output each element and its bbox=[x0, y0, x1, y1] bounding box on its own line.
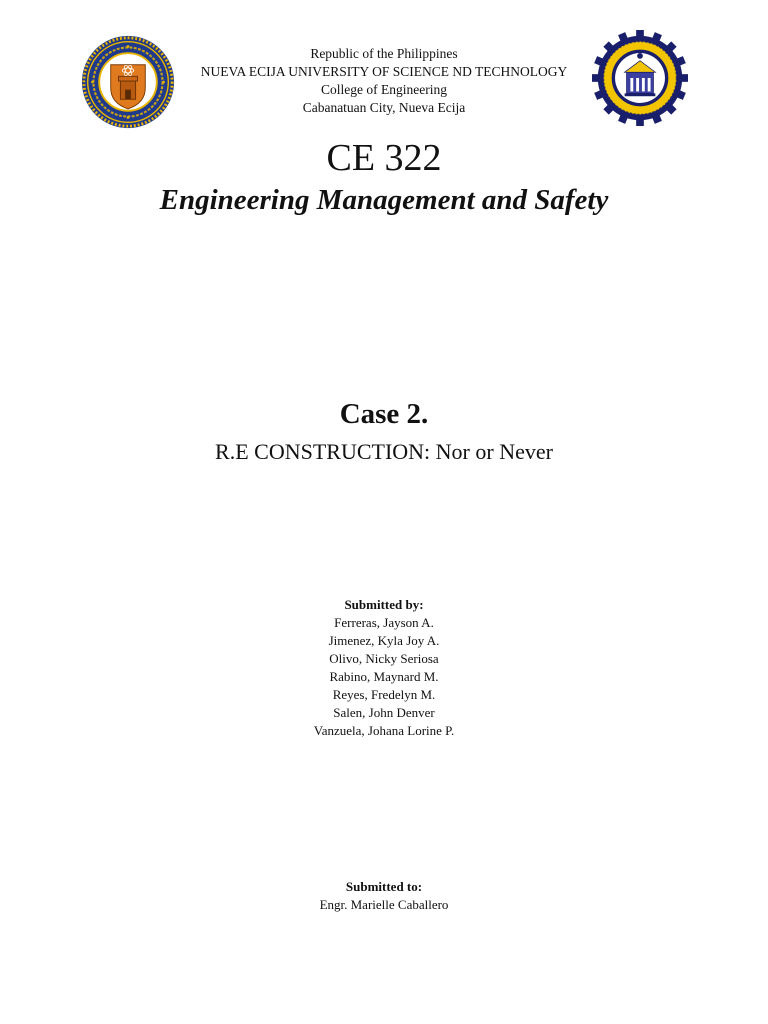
submitted-by-section bbox=[0, 596, 768, 740]
member-list bbox=[0, 614, 768, 740]
member-name: Vanzuela, Johana Lorine P. bbox=[313, 723, 455, 738]
course-title: Engineering Management and Safety bbox=[159, 184, 609, 216]
college-name: College of Engineering bbox=[321, 82, 447, 97]
member-name: Olivo, Nicky Seriosa bbox=[329, 651, 439, 666]
submitted-by-label: Submitted by: bbox=[344, 597, 424, 612]
university-location: Cabanatuan City, Nueva Ecija bbox=[302, 100, 466, 115]
member-name: Jimenez, Kyla Joy A. bbox=[328, 633, 440, 648]
submitted-to-section bbox=[0, 878, 768, 914]
institution-header bbox=[160, 45, 608, 117]
member-name: Rabino, Maynard M. bbox=[329, 669, 439, 684]
submitted-to-label: Submitted to: bbox=[345, 879, 423, 894]
instructor-name: Engr. Marielle Caballero bbox=[319, 897, 449, 912]
member-name: Ferreras, Jayson A. bbox=[334, 615, 434, 630]
case-title: Case 2. bbox=[339, 398, 429, 430]
university-name: NUEVA ECIJA UNIVERSITY OF SCIENCE ND TECHNOLOGY bbox=[200, 64, 568, 79]
case-subtitle: R.E CONSTRUCTION: Nor or Never bbox=[215, 439, 553, 464]
member-name: Reyes, Fredelyn M. bbox=[332, 687, 436, 702]
course-code: CE 322 bbox=[326, 137, 442, 179]
republic-line: Republic of the Philippines bbox=[310, 46, 458, 61]
member-name: Salen, John Denver bbox=[333, 705, 435, 720]
